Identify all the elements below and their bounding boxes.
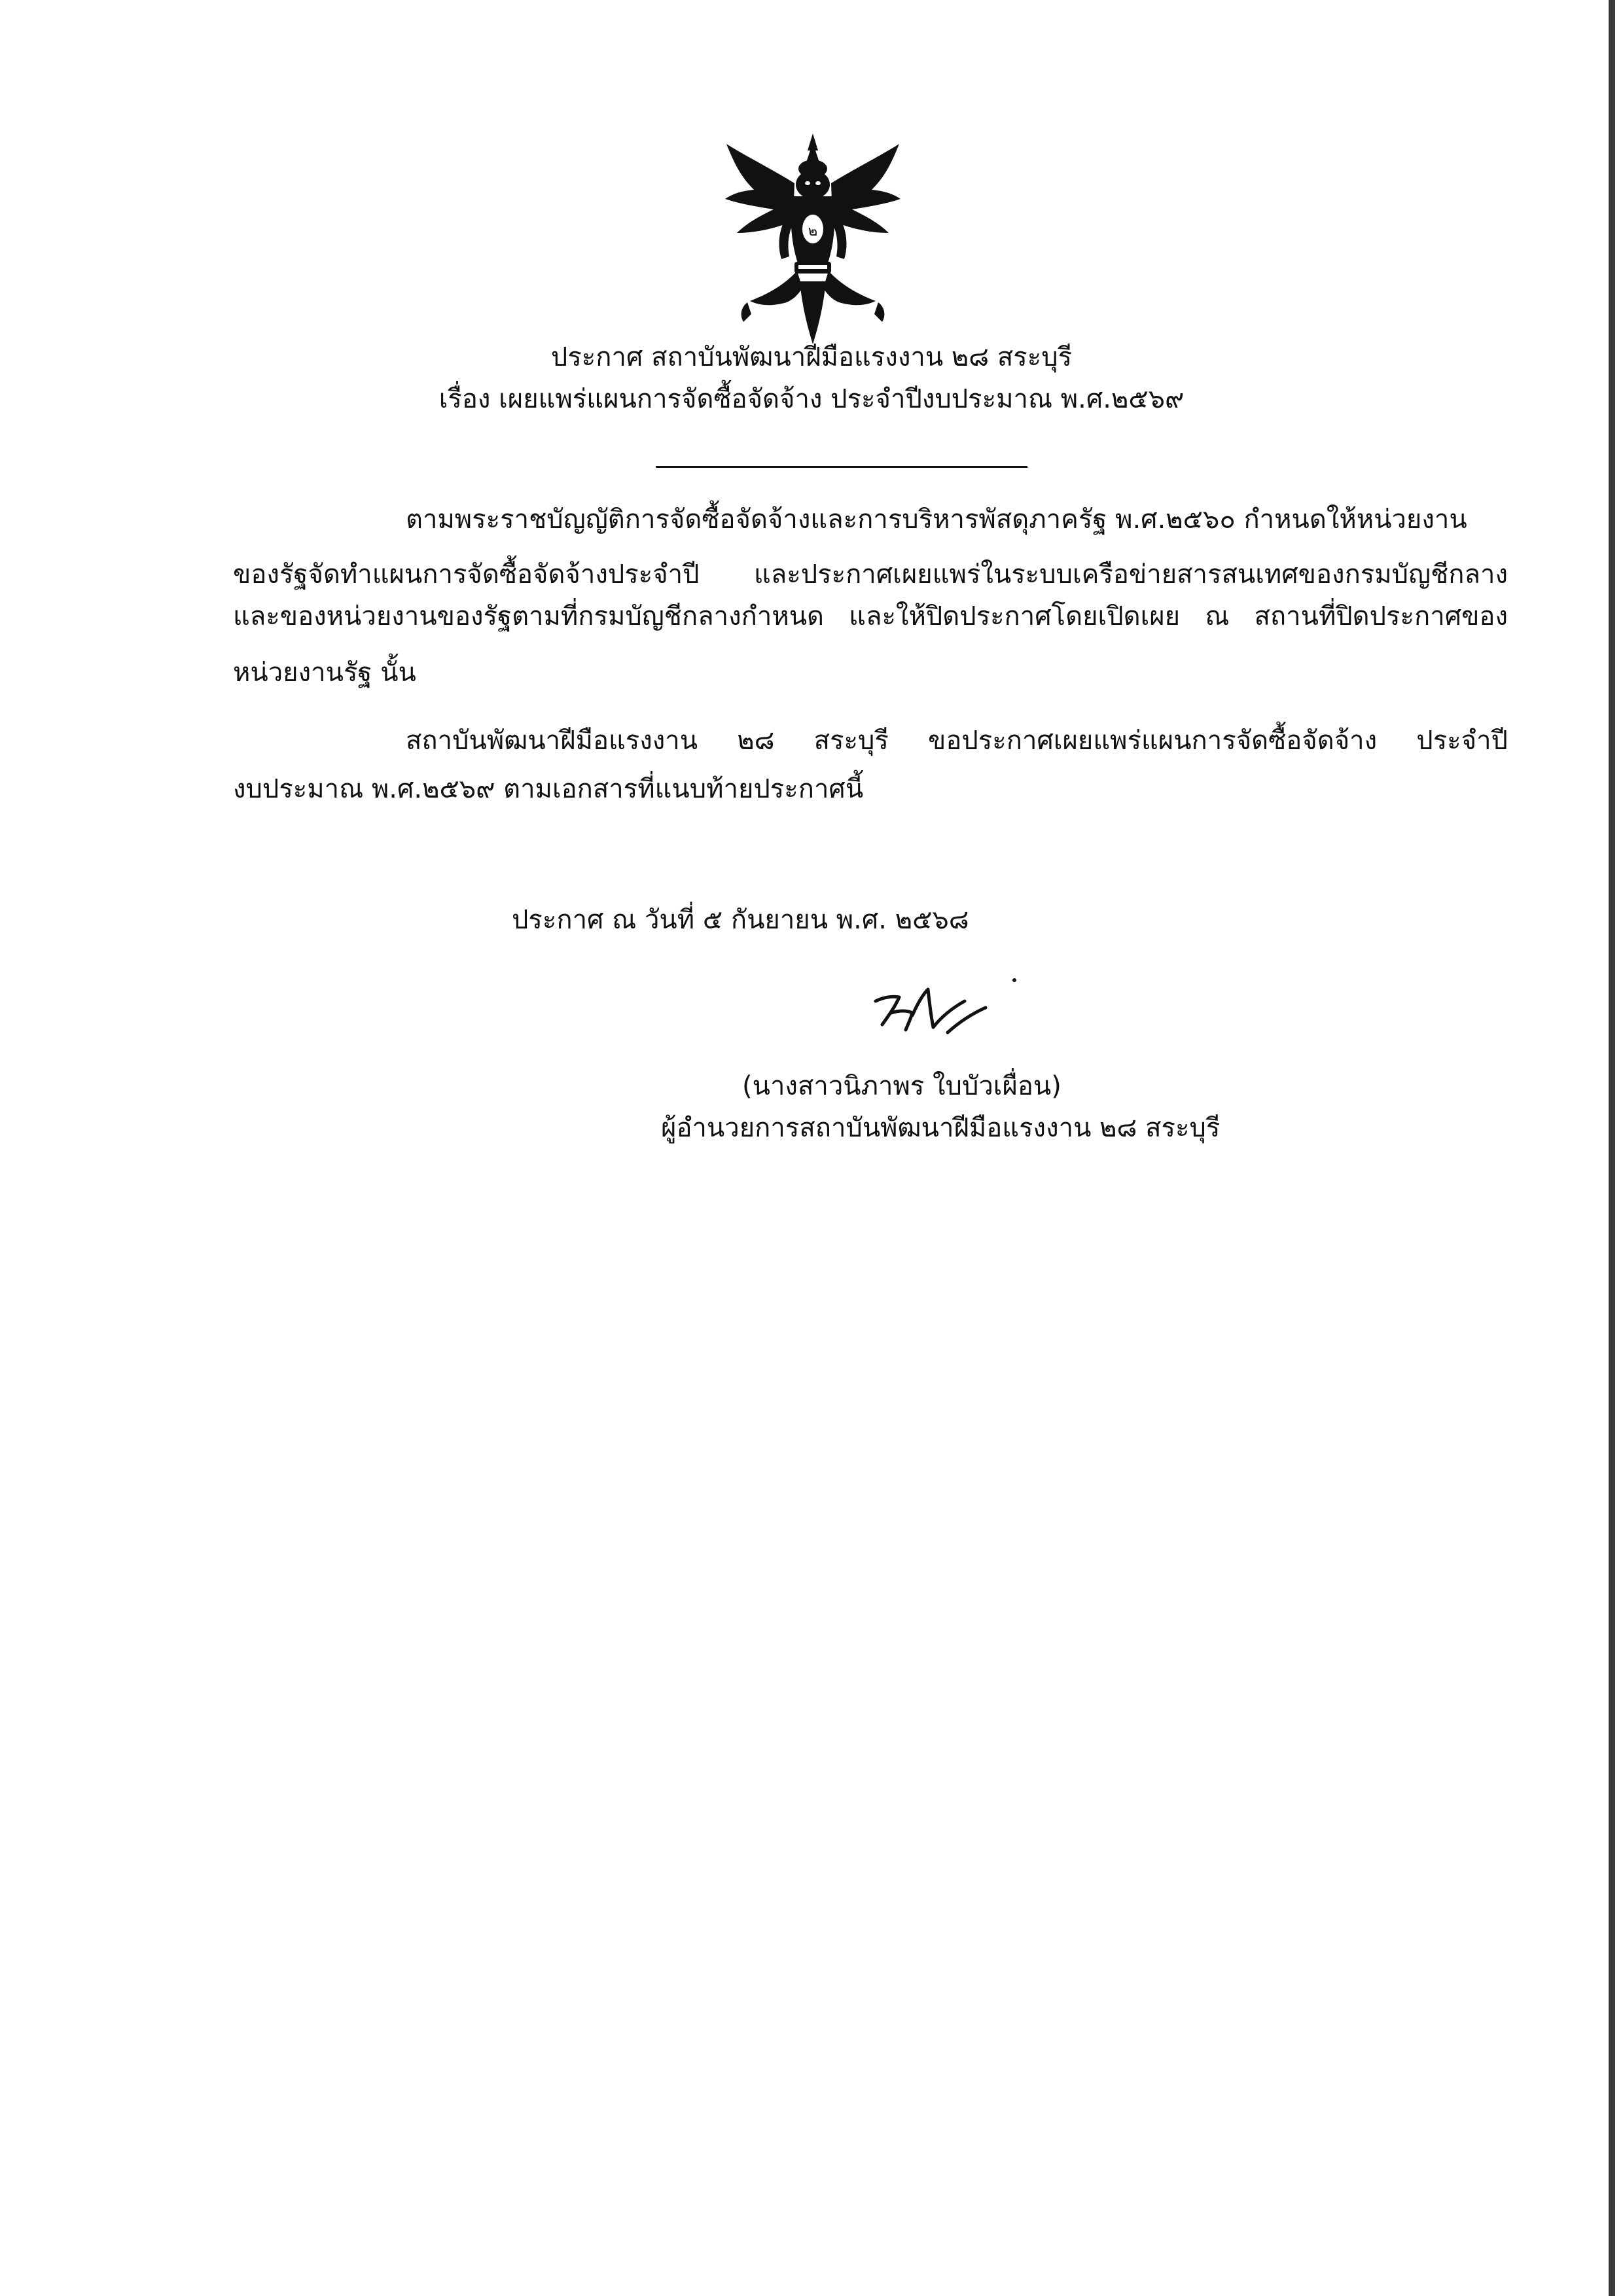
para2-line1-part5: ประจำปี bbox=[1416, 726, 1508, 756]
para2-line2: งบประมาณ พ.ศ.๒๕๖๙ ตามเอกสารที่แนบท้ายประกาศนี้ bbox=[233, 774, 864, 804]
para1-line2-part2: และประกาศเผยแพร่ในระบบเครือข่ายสารสนเทศของกรมบัญชีกลาง bbox=[753, 559, 1508, 590]
para2-line1-part3: สระบุรี bbox=[813, 726, 889, 756]
para1-line3-part3: ณ bbox=[1205, 601, 1230, 631]
para1-line4: หน่วยงานรัฐ นั้น bbox=[233, 658, 416, 688]
para1-line2 bbox=[233, 556, 1508, 593]
para1-line2-part1: ของรัฐจัดทำแผนการจัดซื้อจัดจ้างประจำปี bbox=[233, 559, 700, 590]
para2-line1-part4: ขอประกาศเผยแพร่แผนการจัดซื้อจัดจ้าง bbox=[928, 726, 1378, 756]
announcement-date: ประกาศ ณ วันที่ ๕ กันยายน พ.ศ. ๒๕๖๘ bbox=[512, 905, 969, 935]
para2-line1 bbox=[406, 722, 1508, 759]
para1-line1: ตามพระราชบัญญัติการจัดซื้อจัดจ้างและการบริหารพัสดุภาครัฐ พ.ศ.๒๕๖๐ กำหนดให้หน่วยงาน bbox=[406, 504, 1467, 535]
handwritten-signature bbox=[869, 975, 1020, 1047]
svg-text:๒: ๒ bbox=[808, 223, 818, 239]
para1-line3-part4: สถานที่ปิดประกาศของ bbox=[1254, 601, 1508, 631]
title-divider bbox=[656, 466, 1027, 468]
para1-line3-part2: และให้ปิดประกาศโดยเปิดเผย bbox=[849, 601, 1181, 631]
para2-line1-part1: สถาบันพัฒนาฝีมือแรงงาน bbox=[406, 726, 698, 756]
announcement-title: ประกาศ สถาบันพัฒนาฝีมือแรงงาน ๒๘ สระบุรี bbox=[550, 342, 1073, 372]
announcement-subject: เรื่อง เผยแพร่แผนการจัดซื้อจัดจ้าง ประจำปีงบประมาณ พ.ศ.๒๕๖๙ bbox=[438, 384, 1185, 414]
para1-line3-part1: และของหน่วยงานของรัฐตามที่กรมบัญชีกลางกำหนด bbox=[233, 601, 825, 631]
signer-position: ผู้อำนวยการสถาบันพัฒนาฝีมือแรงงาน ๒๘ สระบุรี bbox=[661, 1113, 1221, 1143]
para1-line3 bbox=[233, 598, 1508, 635]
garuda-emblem-icon bbox=[721, 131, 904, 347]
signer-name: (นางสาวนิภาพร ใบบัวเผื่อน) bbox=[742, 1071, 1061, 1101]
para2-line1-part2: ๒๘ bbox=[737, 726, 775, 756]
